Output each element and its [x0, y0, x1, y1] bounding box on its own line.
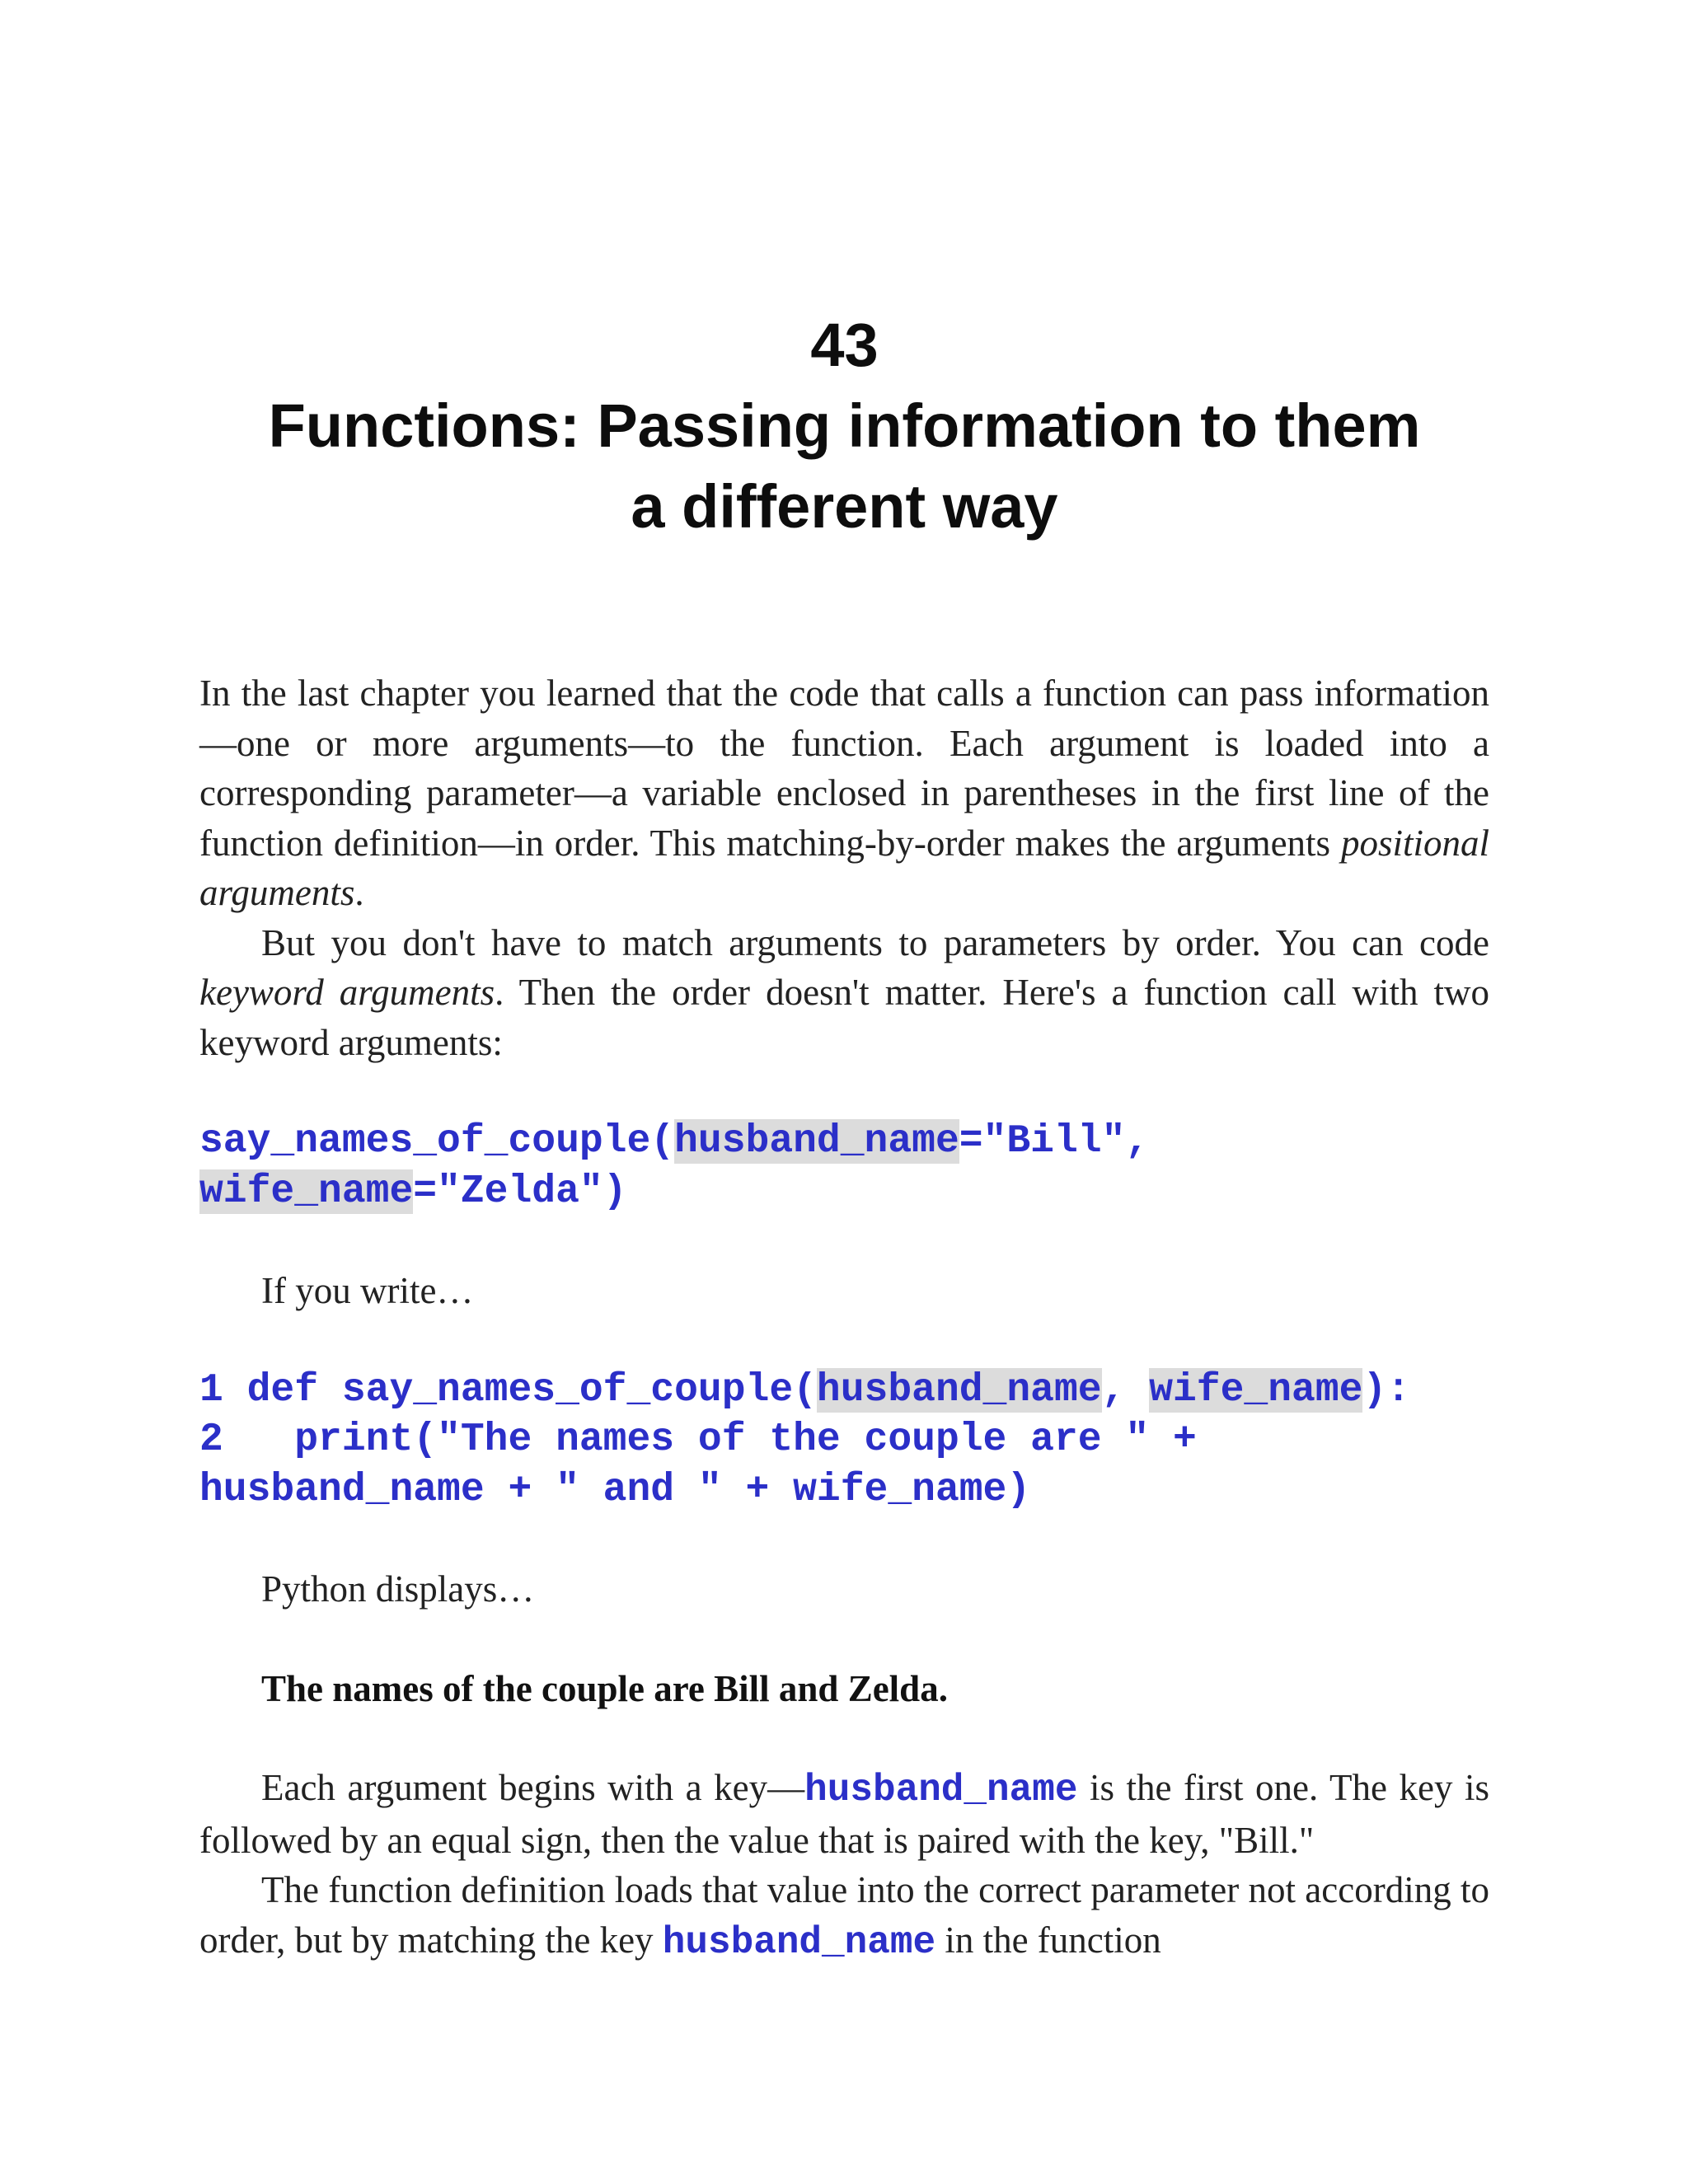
- page-content: [199, 305, 1489, 1967]
- code-def-line-3: husband_name + " and " + wife_name): [199, 1467, 1031, 1512]
- code-def-line-2: 2 print("The names of the couple are " +: [199, 1418, 1197, 1462]
- code-def-close: ):: [1362, 1367, 1411, 1413]
- code-call-key-wife: wife_name: [199, 1169, 414, 1214]
- code-call-value-bill: ="Bill",: [959, 1119, 1150, 1164]
- code-def-param-husband: husband_name: [816, 1367, 1102, 1413]
- code-def-signature: 1 def say_names_of_couple(: [199, 1367, 817, 1413]
- intro-paragraph-2-end: . Then the order doesn't matter. Here's a function call with two keyword arguments:: [199, 972, 1489, 1063]
- term-keyword-arguments: keyword arguments: [199, 972, 495, 1013]
- code-call-key-husband: husband_name: [674, 1119, 959, 1164]
- chapter-heading: [199, 305, 1489, 547]
- explanation-paragraph-1: [199, 1763, 1489, 1865]
- code-function-definition: [199, 1366, 1489, 1516]
- inline-code-husband-name-2: husband_name: [662, 1920, 936, 1964]
- code-call-name: say_names_of_couple(: [199, 1119, 675, 1164]
- explanation-2-end: in the function: [935, 1919, 1161, 1961]
- chapter-title-line-1: Functions: Passing information to them: [268, 391, 1421, 460]
- chapter-number: 43: [810, 311, 879, 379]
- intro-paragraph-2-text: But you don't have to match arguments to parameters by order. You can code: [261, 921, 1489, 963]
- explanation-paragraph-2: [199, 1865, 1489, 1967]
- term-positional-arguments: positional arguments: [199, 822, 1489, 913]
- intro-paragraph-1-text: In the last chapter you learned that the code that calls a function can pass information—one or more arguments—to the function. Each argument is loaded into a corresponding parameter—a variable enclosed in parentheses in the first line of the function definition—in order. This matching-by-order makes the arguments: [199, 673, 1489, 864]
- python-displays: Python displays…: [261, 1568, 535, 1610]
- intro-paragraph-2: [199, 918, 1489, 1068]
- explanation-1-end: is the first one. The key is followed by an equal sign, then the value that is paired with the key, "Bill.": [199, 1767, 1490, 1861]
- code-def-comma: ,: [1101, 1367, 1150, 1413]
- code-def-param-wife: wife_name: [1149, 1367, 1363, 1413]
- code-function-call: [199, 1117, 1489, 1216]
- intro-paragraph-1-end: .: [354, 872, 364, 913]
- inline-code-husband-name: husband_name: [804, 1769, 1078, 1811]
- explanation-1-start: Each argument begins with a key—: [261, 1767, 805, 1808]
- if-you-write: If you write…: [261, 1270, 474, 1311]
- program-output: The names of the couple are Bill and Zelda.: [261, 1667, 948, 1709]
- code-call-value-zelda: ="Zelda"): [413, 1169, 627, 1214]
- explanation-2-start: The function definition loads that value into the correct parameter not according to order, but by matching the key: [199, 1869, 1489, 1961]
- intro-paragraph-1: [199, 668, 1489, 918]
- chapter-title-line-2: a different way: [631, 472, 1058, 541]
